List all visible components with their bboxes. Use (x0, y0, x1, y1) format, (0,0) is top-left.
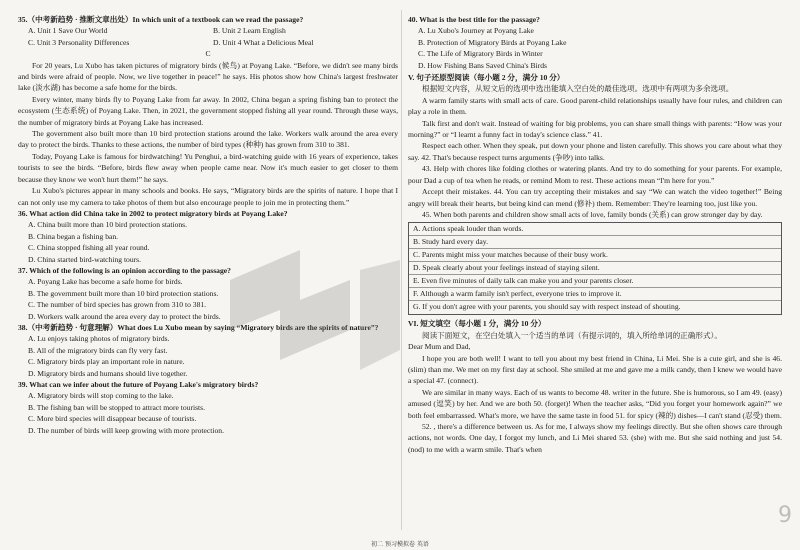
q40-option-b[interactable]: B. Protection of Migratory Birds at Poyang Lake (418, 37, 567, 47)
q37-option-a[interactable]: A. Poyang Lake has become a safe home for birds. (28, 277, 183, 287)
q37-option-d[interactable]: D. Workers walk around the area every day to protect the birds. (28, 311, 221, 321)
q39-option-c[interactable]: C. More bird species will disappear because of tourists. (28, 414, 197, 424)
section5-option-d[interactable]: D. Speak clearly about your feelings instead of staying silent. (409, 262, 781, 275)
section6-line-3: 52. , there's a difference between us. As for me, I always show my feelings directly. But she often shows care through actions, not words. One day, I forgot my lunch, and Li Mei shared 53. (she) with me. But she said nothing and just 54. (nod) to me with a warm smile. That's when (408, 421, 782, 454)
section5-option-c[interactable]: C. Parents might miss your matches because of their busy work. (409, 249, 781, 262)
q40-option-a[interactable]: A. Lu Xubo's Journey at Poyang Lake (418, 26, 534, 36)
section5-line-1: A warm family starts with small acts of care. Good parent-child relationships usually have four rules, and children can play a role in them. (408, 95, 782, 117)
right-column (408, 14, 782, 455)
q38-option-c[interactable]: C. Migratory birds play an important role in nature. (28, 357, 185, 367)
section6-line-2: We are similar in many ways. Each of us wants to become 48. writer in the future. She is humorous, so I am 49. (easy) amused (逗笑) by her. And we are both 50. (forget)! When the teacher asks, “Did you forget your homework again?” we both feel embarrassed. What's more, we have the same taste in food 51. for spicy (辣的) dishes—I can't stand (忍受) them. (408, 387, 782, 420)
q38-stem: 38.（中考新趋势 · 句意理解）What does Lu Xubo mean by saying “Migratory birds are the spirits of nature”? (18, 322, 379, 332)
q38-option-b[interactable]: B. All of the migratory birds can fly very fast. (28, 345, 168, 355)
watermark-logo (210, 240, 410, 390)
letter-greeting: Dear Mum and Dad, (408, 342, 471, 352)
section5-instructions: 根据短文内容，从短文后的选项中选出能填入空白处的最佳选项。选项中有两项为多余选项。 (422, 84, 734, 94)
section5-line-2: Talk first and don't wait. Instead of waiting for big problems, you can share small things with parents: “How was your morning?” or “I learnt a funny fact in today's science class.” 41. (408, 118, 782, 140)
q36-option-d[interactable]: D. China started bird-watching tours. (28, 254, 142, 264)
q36-option-a[interactable]: A. China built more than 10 bird protection stations. (28, 220, 188, 230)
section6-title: VI. 短文填空（每小题 1 分，满分 10 分） (408, 319, 546, 329)
q35-option-d[interactable]: D. Unit 4 What a Delicious Meal (213, 37, 314, 47)
q39-option-a[interactable]: A. Migratory birds will stop coming to the lake. (28, 391, 174, 401)
q36-option-c[interactable]: C. China stopped fishing all year round. (28, 243, 150, 253)
page-number: 9 (778, 503, 792, 528)
q36-option-b[interactable]: B. China began a fishing ban. (28, 231, 119, 241)
q40-option-d[interactable]: D. How Fishing Bans Saved China's Birds (418, 60, 547, 70)
section5-option-g[interactable]: G. If you don't agree with your parents, you should say with respect instead of shouting. (413, 302, 681, 312)
q35-answer: C (205, 49, 211, 59)
q35-stem: 35.（中考新趋势 · 推断文章出处）In which unit of a textbook can we read the passage? (18, 15, 304, 24)
q37-option-b[interactable]: B. The government built more than 10 bird protection stations. (28, 288, 219, 298)
section5-option-b[interactable]: B. Study hard every day. (409, 236, 781, 249)
q35-option-a[interactable]: A. Unit 1 Save Our World (28, 26, 108, 36)
section5-line-5: Accept their mistakes. 44. You can try accepting their mistakes and say “We can watch the video together!” Being angry will break their hearts, but being kind can mend (修补) them. Remember: They're learning too, just like you. (408, 187, 782, 208)
passage-para-3: The government also built more than 10 bird protection stations around the lake. Workers walk around the area every day to protect the birds. Thanks to these actions, the number of bird types (种种) has grown from 310 to 381. (18, 129, 398, 150)
passage-para-1: For 20 years, Lu Xubo has taken pictures of migratory birds (候鸟) at Poyang Lake. “Before, we didn't see many birds and birds were afraid of people. Now, we live together in peace!” he says. His photos show how China's largest freshwater lake (淡水湖) has become a safe home for the birds. (18, 60, 398, 93)
section5-option-e[interactable]: E. Even five minutes of daily talk can make you and your parents closer. (409, 275, 781, 288)
q37-option-c[interactable]: C. The number of bird species has grown from 310 to 381. (28, 300, 207, 310)
section6-line-1: I hope you are both well! I want to tell you about my best friend in China, Li Mei. She is a cute girl, and she is 46. (slim) than me. We met on my first day at school. She smiled at me and gave me a milk candy, then I knew we would have a special 47. (connect). (408, 353, 782, 386)
passage-para-4: Today, Poyang Lake is famous for birdwatching! Yu Penghui, a bird-watching guide with 16 years of experience, takes tourists to see the birds. “Before, birds flew away when people came near. Now it's much easier to get closer to them because they know we won't hurt them!” he says. (18, 151, 398, 184)
section6-instructions: 阅读下面短文，在空白处填入一个适当的单词（有提示词的，填入所给单词的正确形式）。 (422, 330, 722, 340)
q40-stem: 40. What is the best title for the passage? (408, 15, 540, 24)
q37-stem: 37. Which of the following is an opinion according to the passage? (18, 265, 231, 275)
q40-option-c[interactable]: C. The Life of Migratory Birds in Winter (418, 49, 543, 59)
q35-option-b[interactable]: B. Unit 2 Learn English (213, 26, 286, 36)
section5-title: V. 句子还原型阅读（每小题 2 分，满分 10 分） (408, 73, 565, 83)
page-footer: 初二 预习模拟卷 英语 (371, 541, 429, 548)
passage-para-5: Lu Xubo's pictures appear in many schools and books. He says, “Migratory birds are the spirits of nature. I hope that I can not only use my camera to take photos of them but also encourage people to join me in protecting them.” (18, 186, 398, 207)
passage-para-2: Every winter, many birds fly to Poyang Lake from far away. In 2002, China began a spring fishing ban to protect the ecosystem (生态系统) of Poyang Lake. Then, in 2021, the government stopped fishing all year round. Through these ways, the number of migratory birds at Poyang Lake has increased. (18, 94, 398, 127)
section5-options-box (408, 222, 782, 315)
section5-line-3: Respect each other. When they speak, put down your phone and listen carefully. This shows you care about what they say. 42. That's because respect turns arguments (争吵) into talks. (408, 141, 782, 162)
section5-line-4: 43. Help with chores like folding clothes or watering plants. And try to do something for your parents. For example, pour Dad a cup of tea when he reads, or remind Mom to rest. These actions mean “I'm here for you.” (408, 164, 782, 185)
q39-option-d[interactable]: D. The number of birds will keep growing with more protection. (28, 425, 224, 435)
q39-stem: 39. What can we infer about the future of Poyang Lake's migratory birds? (18, 380, 259, 389)
section5-line-6: 45. When both parents and children show small acts of love, family bonds (关系) can grow stronger day by day. (422, 209, 763, 219)
q36-stem: 36. What action did China take in 2002 to protect migratory birds at Poyang Lake? (18, 208, 288, 218)
q35-options (18, 25, 398, 48)
q38-option-d[interactable]: D. Migratory birds and humans should live together. (28, 368, 188, 378)
q35-option-c[interactable]: C. Unit 3 Personality Differences (28, 37, 130, 47)
section5-option-a[interactable]: A. Actions speak louder than words. (409, 223, 781, 236)
q38-option-a[interactable]: A. Lu enjoys taking photos of migratory birds. (28, 334, 170, 344)
section5-option-f[interactable]: F. Although a warm family isn't perfect, everyone tries to improve it. (409, 288, 781, 301)
q39-option-b[interactable]: B. The fishing ban will be stopped to attract more tourists. (28, 402, 206, 412)
